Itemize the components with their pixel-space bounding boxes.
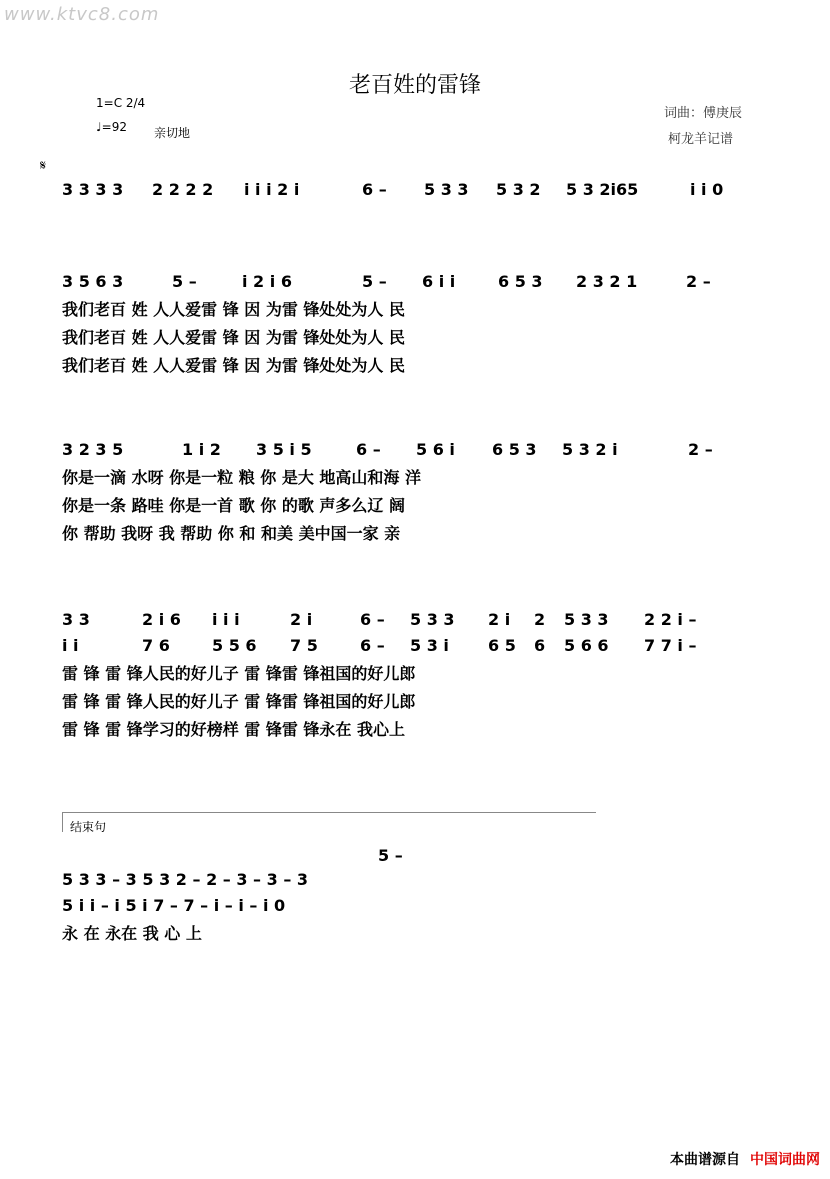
measure: 3 5 i 5 xyxy=(256,439,312,459)
measure: 1 i 2 xyxy=(182,439,221,459)
measure: 3 5 6 3 xyxy=(62,271,124,291)
verse2-notes-row xyxy=(62,436,778,462)
measure: 5 3 i xyxy=(410,635,449,655)
measure: 7 7 i – xyxy=(644,635,697,655)
measure: 2 2 i – xyxy=(644,609,697,629)
measure: 6 – xyxy=(362,179,387,199)
ending-system xyxy=(62,866,602,946)
transcriber-credit: 柯龙羊记谱 xyxy=(668,132,734,147)
tempo-marking: ♩=92 xyxy=(96,120,127,134)
measure: 6 i i xyxy=(422,271,456,291)
footer-source: 本曲谱源自 xyxy=(670,1152,740,1168)
measure: 5 3 3 xyxy=(424,179,469,199)
composer-credit: 词曲：傅庚辰 xyxy=(664,106,743,121)
measure: 5 3 2 i xyxy=(562,439,618,459)
song-title: 老百姓的雷锋 xyxy=(348,73,481,98)
measure: 5 5 6 xyxy=(212,635,257,655)
measure: 2 3 2 1 xyxy=(576,271,638,291)
measure: 6 – xyxy=(360,635,385,655)
measure: 5 3 3 xyxy=(564,609,609,629)
ending-notes-bottom-row: 5 i i – i 5 i 7 – 7 – i – i – i 0 xyxy=(62,895,286,915)
ending-upper-voice: 5 – xyxy=(378,846,403,865)
measure: 6 – xyxy=(356,439,381,459)
footer-site-link[interactable]: 中国词曲网 xyxy=(750,1152,820,1168)
verse1-lyrics-line-2: 我们老百 姓 人人爱雷 锋 因 为雷 锋处处为人 民 xyxy=(62,327,405,347)
measure: 5 6 i xyxy=(416,439,455,459)
watermark: www.ktvc8.com xyxy=(4,4,160,25)
measure: 5 6 6 xyxy=(564,635,609,655)
measure: 2 i 6 xyxy=(142,609,181,629)
measure: i i i 2 i xyxy=(244,179,300,199)
measure: i i i xyxy=(212,609,240,629)
intro-system xyxy=(62,176,778,202)
verse1-lyrics-line-1: 我们老百 姓 人人爱雷 锋 因 为雷 锋处处为人 民 xyxy=(62,299,405,319)
verse2-system xyxy=(62,436,778,546)
measure: 5 3 3 xyxy=(410,609,455,629)
measure: 2 2 2 2 xyxy=(152,179,214,199)
intro-notes-row xyxy=(62,176,778,202)
key-signature: 1=C 2/4 xyxy=(96,96,146,110)
measure: 2 xyxy=(534,609,546,629)
verse1-notes-row xyxy=(62,268,778,294)
ending-bracket-line xyxy=(62,812,596,813)
ending-notes-top-row: 5 3 3 – 3 5 3 2 – 2 – 3 – 3 – 3 xyxy=(62,869,309,889)
measure: 6 xyxy=(534,635,546,655)
verse2-lyrics-line-1: 你是一滴 水呀 你是一粒 粮 你 是大 地高山和海 洋 xyxy=(62,467,421,487)
measure: 5 – xyxy=(172,271,197,291)
chorus-notes-bottom-row xyxy=(62,632,778,658)
measure: 3 3 xyxy=(62,609,90,629)
measure: i 2 i 6 xyxy=(242,271,292,291)
expression-marking: 亲切地 xyxy=(154,126,191,140)
verse2-lyrics-line-2: 你是一条 路哇 你是一首 歌 你 的歌 声多么辽 阔 xyxy=(62,495,405,515)
chorus-lyrics-line-2: 雷 锋 雷 锋人民的好儿子 雷 锋雷 锋祖国的好儿郎 xyxy=(62,691,416,711)
segno-icon: 𝄋 xyxy=(40,158,47,174)
ending-bracket-tick xyxy=(62,812,63,832)
measure: 7 5 xyxy=(290,635,318,655)
measure: 5 3 2i65 xyxy=(566,179,639,199)
measure: 3 3 3 3 xyxy=(62,179,124,199)
measure: i i xyxy=(62,635,79,655)
ending-lyrics: 永 在 永在 我 心 上 xyxy=(62,923,202,943)
measure: 2 i xyxy=(290,609,313,629)
measure: 5 3 2 xyxy=(496,179,541,199)
measure: 2 i xyxy=(488,609,511,629)
measure: 6 – xyxy=(360,609,385,629)
measure: 2 – xyxy=(688,439,713,459)
measure: i i 0 xyxy=(690,179,724,199)
verse1-system xyxy=(62,268,778,378)
ending-label: 结束句 xyxy=(70,820,107,834)
measure: 6 5 xyxy=(488,635,516,655)
chorus-lyrics-line-1: 雷 锋 雷 锋人民的好儿子 雷 锋雷 锋祖国的好儿郎 xyxy=(62,663,416,683)
measure: 6 5 3 xyxy=(492,439,537,459)
measure: 2 – xyxy=(686,271,711,291)
measure: 3 2 3 5 xyxy=(62,439,124,459)
measure: 6 5 3 xyxy=(498,271,543,291)
measure: 5 – xyxy=(362,271,387,291)
verse2-lyrics-line-3: 你 帮助 我呀 我 帮助 你 和 和美 美中国一家 亲 xyxy=(62,523,401,543)
verse1-lyrics-line-3: 我们老百 姓 人人爱雷 锋 因 为雷 锋处处为人 民 xyxy=(62,355,405,375)
chorus-lyrics-line-3: 雷 锋 雷 锋学习的好榜样 雷 锋雷 锋永在 我心上 xyxy=(62,719,405,739)
footer xyxy=(670,1149,820,1169)
chorus-notes-top-row xyxy=(62,606,778,632)
measure: 7 6 xyxy=(142,635,170,655)
chorus-system xyxy=(62,606,778,742)
